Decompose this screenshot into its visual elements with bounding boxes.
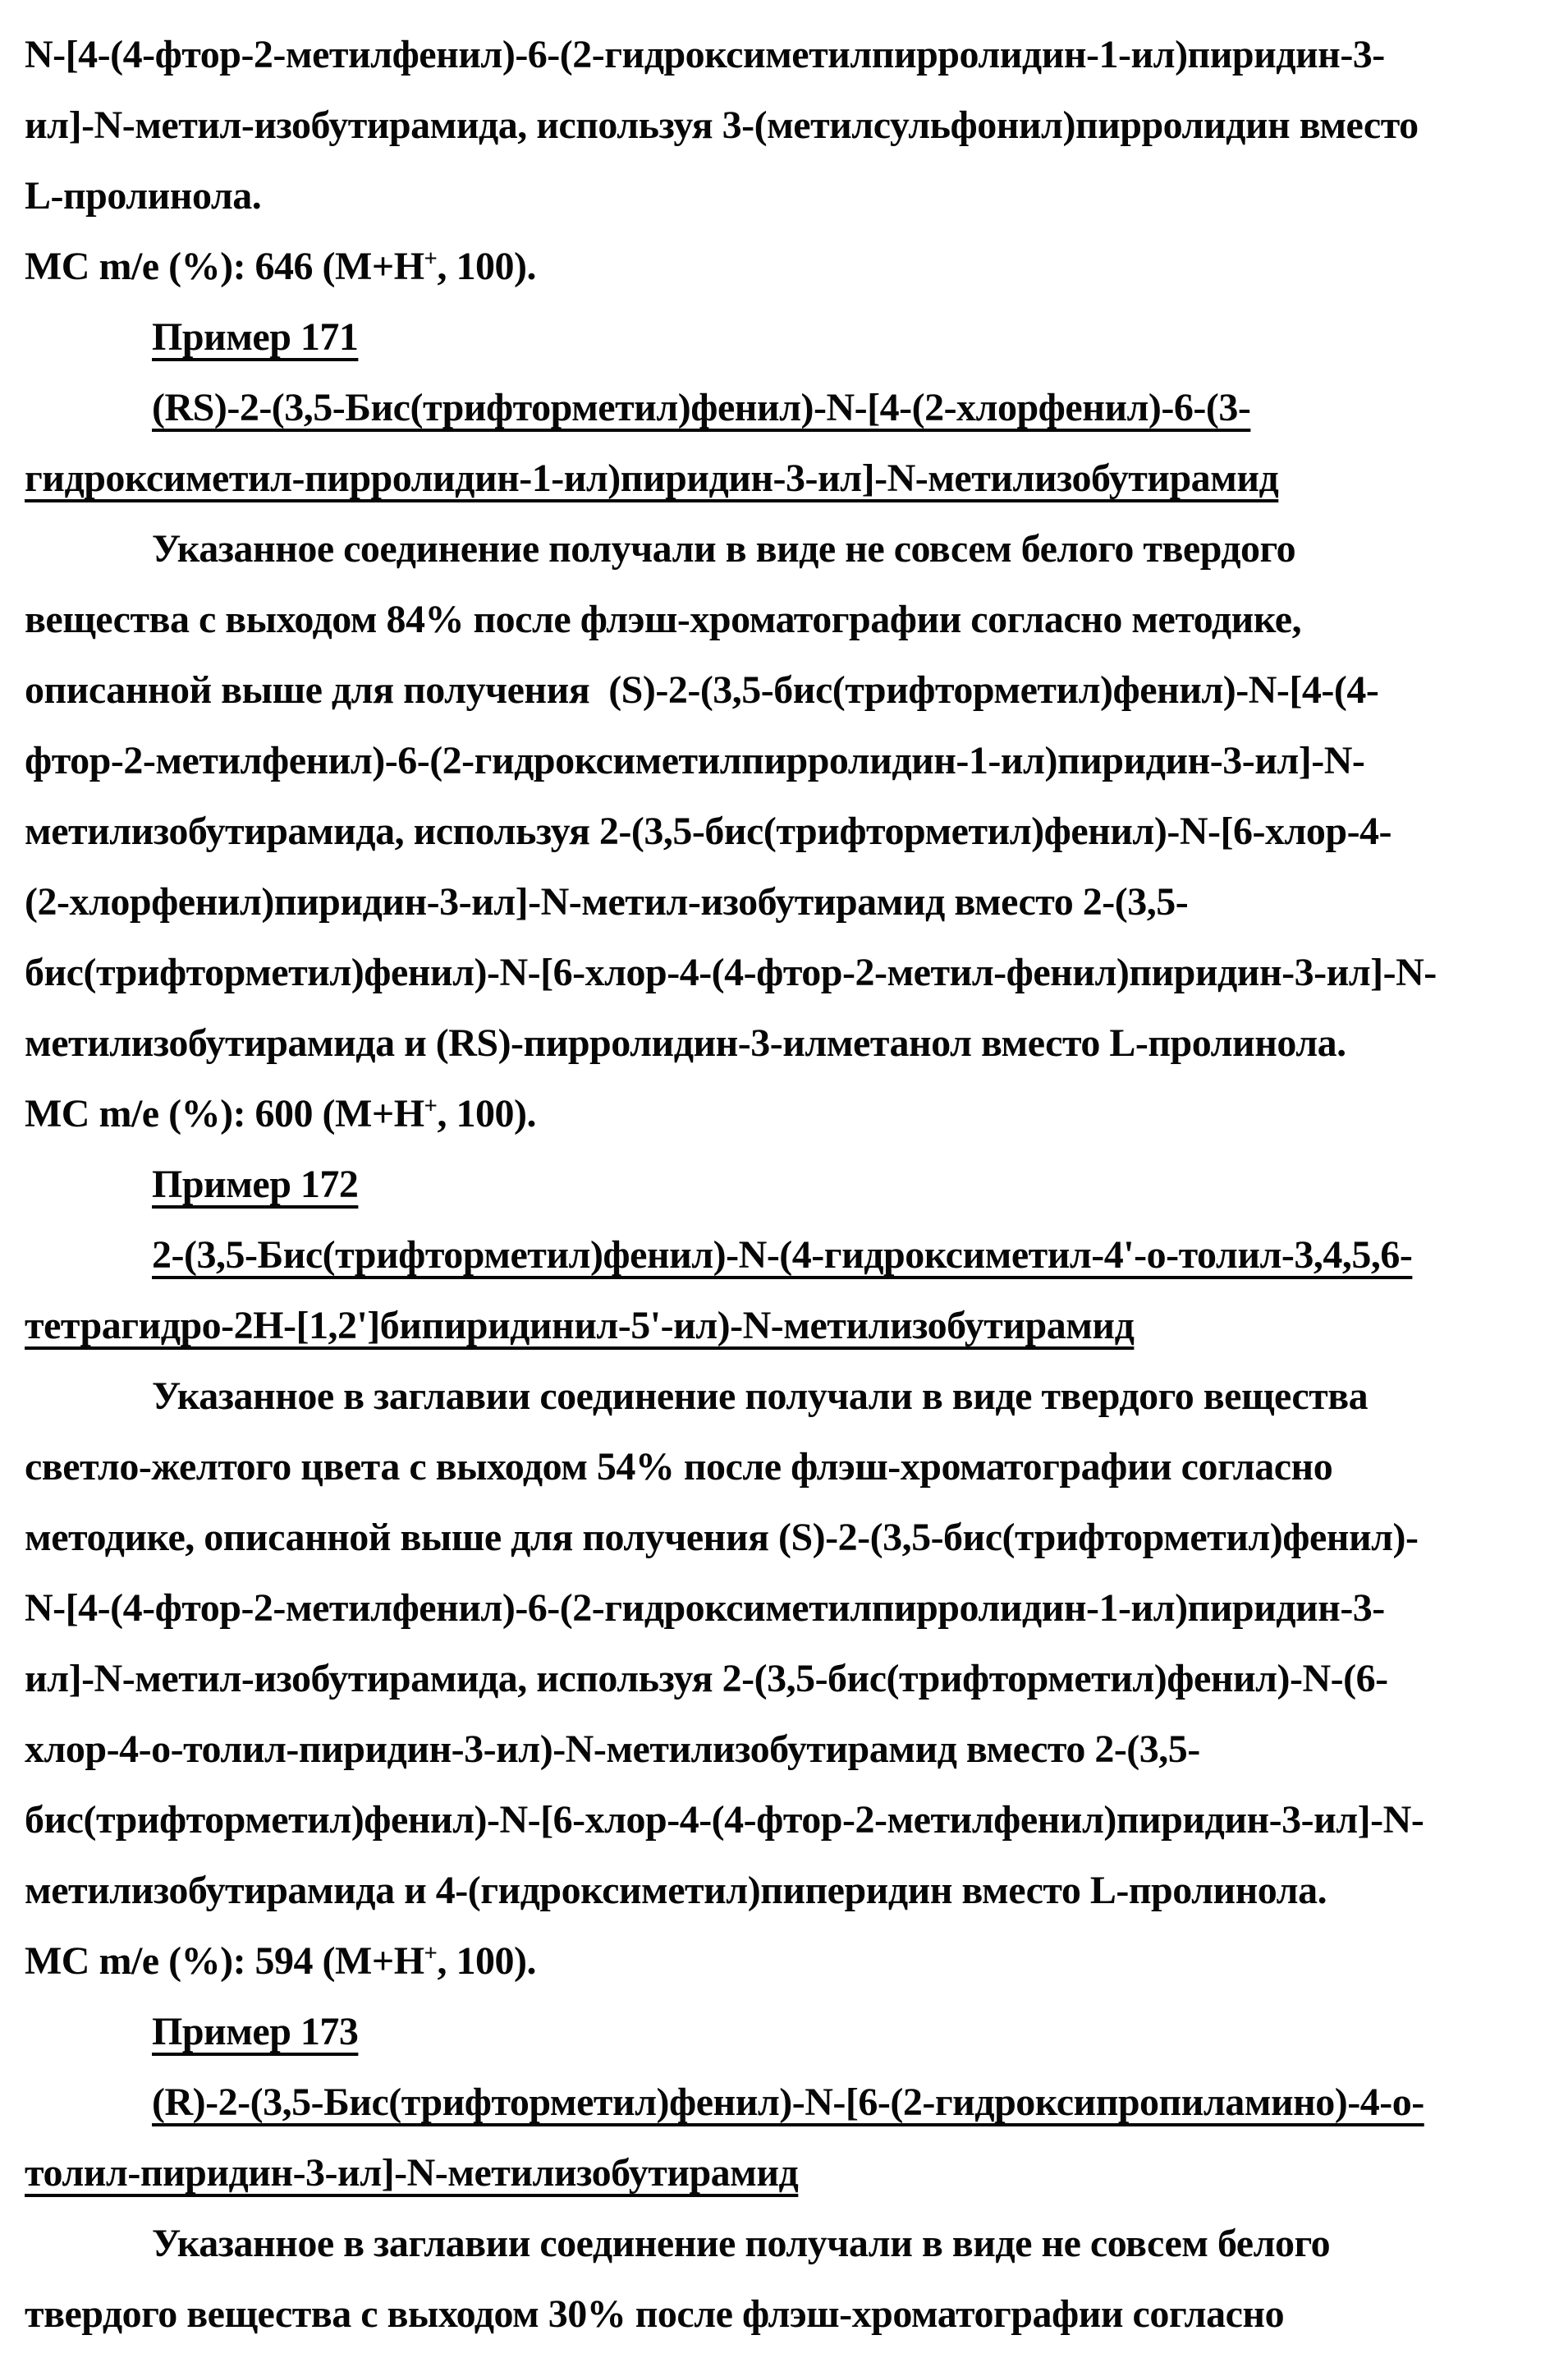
example-heading <box>25 1149 1557 1220</box>
text-segment: ил]-N-метил-изобутирамида, используя 2-(3,5-бис(трифторметил)фенил)-N-(6- <box>25 1657 1388 1700</box>
text-segment: N-[4-(4-фтор-2-метилфенил)-6-(2-гидроксиметилпирролидин-1-ил)пиридин-3- <box>25 33 1385 76</box>
text-segment: , 100). <box>437 1092 536 1135</box>
text-segment: метилизобутирамида и 4-(гидроксиметил)пиперидин вместо L-пролинола. <box>25 1869 1327 1912</box>
para-line <box>25 1573 1557 1644</box>
text-segment: бис(трифторметил)фенил)-N-[6-хлор-4-(4-фтор-2-метил-фенил)пиридин-3-ил]-N- <box>25 951 1437 994</box>
para-line <box>25 867 1557 938</box>
text-segment: L-пролинола. <box>25 174 262 218</box>
para-line <box>25 655 1557 726</box>
text-segment: Пример 172 <box>152 1163 359 1206</box>
example-heading <box>25 1997 1557 2067</box>
text-segment: вещества с выходом 84% после флэш-хроматографии согласно методике, <box>25 598 1302 641</box>
para-line <box>25 726 1557 796</box>
ms-line <box>25 1926 1557 1997</box>
superscript-plus: + <box>424 1093 438 1120</box>
text-segment: , 100). <box>437 245 536 288</box>
para-line <box>25 1432 1557 1502</box>
text-segment: (R)-2-(3,5-Бис(трифторметил)фенил)-N-[6-(2-гидроксипропиламино)-4-о- <box>152 2080 1424 2124</box>
text-segment: Пример 171 <box>152 315 359 359</box>
para-line <box>25 1644 1557 1714</box>
para-line <box>25 585 1557 655</box>
para-line <box>25 90 1557 161</box>
compound-title-line <box>25 443 1557 514</box>
para-line <box>25 796 1557 867</box>
text-segment: ил]-N-метил-изобутирамида, используя 3-(метилсульфонил)пирролидин вместо <box>25 103 1419 147</box>
text-segment: N-[4-(4-фтор-2-метилфенил)-6-(2-гидроксиметилпирролидин-1-ил)пиридин-3- <box>25 1586 1385 1630</box>
text-segment: фтор-2-метилфенил)-6-(2-гидроксиметилпирролидин-1-ил)пиридин-3-ил]-N- <box>25 739 1365 782</box>
compound-title-line <box>25 373 1557 443</box>
document-lines <box>25 20 1557 2350</box>
para-line <box>25 2209 1557 2279</box>
text-segment: тетрагидро-2Н-[1,2']бипиридинил-5'-ил)-N-метилизобутирамид <box>25 1304 1135 1347</box>
text-segment: (RS)-2-(3,5-Бис(трифторметил)фенил)-N-[4-(2-хлорфенил)-6-(3- <box>152 386 1251 429</box>
para-line <box>25 1785 1557 1856</box>
text-segment: методике, описанной выше для получения (S)-2-(3,5-бис(трифторметил)фенил)- <box>25 1516 1419 1559</box>
ms-line <box>25 232 1557 302</box>
text-segment: гидроксиметил-пирролидин-1-ил)пиридин-3-ил]-N-метилизобутирамид <box>25 456 1279 500</box>
text-segment: хлор-4-о-толил-пиридин-3-ил)-N-метилизобутирамид вместо 2-(3,5- <box>25 1727 1200 1771</box>
text-segment: , 100). <box>437 1939 536 1983</box>
para-line <box>25 1714 1557 1785</box>
text-segment: Указанное в заглавии соединение получали в виде твердого вещества <box>152 1374 1369 1418</box>
text-segment: МС m/e (%): 600 (M+H <box>25 1092 424 1135</box>
text-segment: МС m/e (%): 646 (M+H <box>25 245 424 288</box>
compound-title-line <box>25 2138 1557 2209</box>
para-line <box>25 1856 1557 1926</box>
text-segment: Указанное соединение получали в виде не совсем белого твердого <box>152 527 1296 571</box>
text-segment: (2-хлорфенил)пиридин-3-ил]-N-метил-изобутирамид вместо 2-(3,5- <box>25 880 1189 924</box>
para-line <box>25 1361 1557 1432</box>
ms-line <box>25 1079 1557 1149</box>
para-line <box>25 1008 1557 1079</box>
para-line <box>25 938 1557 1008</box>
para-line <box>25 1502 1557 1573</box>
text-segment: описанной выше для получения (S)-2-(3,5-бис(трифторметил)фенил)-N-[4-(4- <box>25 668 1379 712</box>
superscript-plus: + <box>424 1940 438 1967</box>
para-line <box>25 514 1557 585</box>
text-segment: МС m/e (%): 594 (M+H <box>25 1939 424 1983</box>
text-segment: толил-пиридин-3-ил]-N-метилизобутирамид <box>25 2151 799 2195</box>
text-segment: метилизобутирамида, используя 2-(3,5-бис(трифторметил)фенил)-N-[6-хлор-4- <box>25 810 1392 853</box>
example-heading <box>25 302 1557 373</box>
text-segment: 2-(3,5-Бис(трифторметил)фенил)-N-(4-гидроксиметил-4'-о-толил-3,4,5,6- <box>152 1233 1413 1277</box>
text-segment: Указанное в заглавии соединение получали в виде не совсем белого <box>152 2222 1331 2265</box>
superscript-plus: + <box>424 245 438 273</box>
text-segment: метилизобутирамида и (RS)-пирролидин-3-илметанол вместо L-пролинола. <box>25 1021 1346 1065</box>
text-segment: светло-желтого цвета с выходом 54% после флэш-хроматографии согласно <box>25 1445 1333 1489</box>
compound-title-line <box>25 1291 1557 1361</box>
text-segment: твердого вещества с выходом 30% после флэш-хроматографии согласно <box>25 2292 1285 2336</box>
text-segment: Пример 173 <box>152 2010 359 2053</box>
para-line <box>25 161 1557 232</box>
para-line <box>25 2279 1557 2350</box>
text-segment: бис(трифторметил)фенил)-N-[6-хлор-4-(4-фтор-2-метилфенил)пиридин-3-ил]-N- <box>25 1798 1424 1842</box>
para-line <box>25 20 1557 90</box>
compound-title-line <box>25 2067 1557 2138</box>
compound-title-line <box>25 1220 1557 1291</box>
